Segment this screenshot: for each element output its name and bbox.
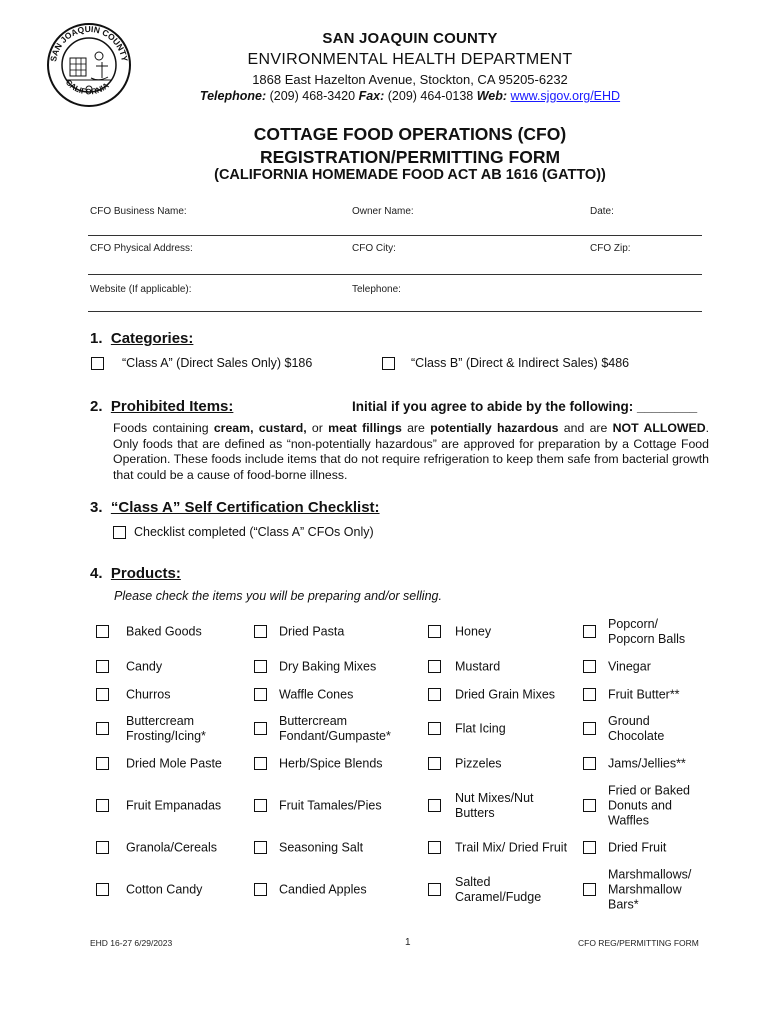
product-checkbox[interactable] [96, 722, 109, 735]
svg-text:CALIFORNIA: CALIFORNIA [63, 77, 111, 97]
product-checkbox[interactable] [96, 757, 109, 770]
product-checkbox[interactable] [254, 660, 267, 673]
section-number: 2. [90, 398, 103, 415]
product-checkbox[interactable] [583, 841, 596, 854]
product-checkbox[interactable] [428, 688, 441, 701]
text-run: . Only foods that are defined as “non-potentially hazardous” are approved for preparation by a Cottage Food Operation. These foods include items that do not require refrigeration to keep them safe from bacterial growth that could be a cause of food-borne illness. [113, 421, 710, 482]
text-bold: NOT ALLOWED [612, 421, 706, 435]
text-run: and are [558, 421, 613, 435]
text-bold: meat fillings [328, 421, 402, 435]
product-checkbox[interactable] [428, 841, 441, 854]
contact-line [190, 89, 630, 103]
section-title: “Class A” Self Certification Checklist: [110, 499, 380, 516]
business-name-label: CFO Business Name: [90, 206, 187, 217]
city-label: CFO City: [352, 243, 396, 254]
product-checkbox[interactable] [583, 799, 596, 812]
zip-label: CFO Zip: [590, 243, 631, 254]
product-label: Waffle Cones [279, 687, 354, 702]
product-label: Dried Pasta [279, 624, 345, 639]
business-name-field[interactable] [88, 235, 702, 236]
prohibited-items-paragraph [113, 421, 709, 483]
product-label: Dried Mole Paste [126, 756, 222, 771]
page-number: 1 [405, 937, 411, 948]
section-title: Categories: [110, 330, 194, 347]
product-label: Herb/Spice Blends [279, 756, 383, 771]
product-checkbox[interactable] [96, 883, 109, 896]
section-title: Products: [110, 565, 181, 582]
product-label: Pizzeles [455, 756, 502, 771]
product-label: Churros [126, 687, 171, 702]
product-label: Buttercream Fondant/Gumpaste* [279, 714, 391, 743]
product-label: Nut Mixes/Nut Butters [455, 791, 534, 820]
product-checkbox[interactable] [583, 722, 596, 735]
product-label: Granola/Cereals [126, 840, 218, 855]
product-label: Mustard [455, 659, 501, 674]
product-checkbox[interactable] [96, 625, 109, 638]
county-seal-logo [46, 22, 132, 108]
web-label: Web: [476, 89, 508, 103]
product-label: Fruit Butter** [608, 687, 680, 702]
class-a-checkbox[interactable] [91, 357, 104, 370]
telephone-label: Telephone: [199, 89, 267, 103]
web-link[interactable]: www.sjgov.org/EHD [510, 89, 621, 103]
product-checkbox[interactable] [428, 660, 441, 673]
checklist-checkbox[interactable] [113, 526, 126, 539]
product-label: Fruit Tamales/Pies [279, 798, 382, 813]
product-checkbox[interactable] [254, 722, 267, 735]
product-label: Fruit Empanadas [126, 798, 222, 813]
product-checkbox[interactable] [254, 688, 267, 701]
product-label: Buttercream Frosting/Icing* [126, 714, 206, 743]
text-run: Foods containing [113, 421, 214, 435]
section-categories-heading [90, 330, 193, 347]
product-label: Jams/Jellies** [608, 756, 686, 771]
date-label: Date: [590, 206, 614, 217]
product-checkbox[interactable] [583, 625, 596, 638]
checklist-label: Checklist completed (“Class A” CFOs Only) [134, 525, 374, 539]
fax-number: (209) 464-0138 [387, 89, 474, 103]
product-label: Salted Caramel/Fudge [455, 875, 542, 904]
department-name: ENVIRONMENTAL HEALTH DEPARTMENT [247, 51, 573, 68]
form-name: CFO REG/PERMITTING FORM [578, 938, 699, 948]
section-number: 1. [90, 330, 103, 347]
text-bold: potentially hazardous [430, 421, 559, 435]
product-checkbox[interactable] [583, 688, 596, 701]
products-instruction: Please check the items you will be preparing and/or selling. [114, 589, 442, 603]
product-label: Popcorn/ Popcorn Balls [608, 617, 686, 646]
product-label: Ground Chocolate [608, 714, 665, 743]
section-products-heading [90, 565, 181, 582]
section-number: 3. [90, 499, 103, 516]
telephone-number: (209) 468-3420 [269, 89, 356, 103]
form-id: EHD 16-27 6/29/2023 [90, 938, 173, 948]
physical-address-label: CFO Physical Address: [90, 243, 193, 254]
product-checkbox[interactable] [254, 625, 267, 638]
address-field[interactable] [88, 274, 702, 275]
class-b-label: “Class B” (Direct & Indirect Sales) $486 [411, 356, 630, 370]
product-checkbox[interactable] [428, 625, 441, 638]
website-field[interactable] [88, 311, 702, 312]
product-label: Candied Apples [279, 882, 367, 897]
section-title: Prohibited Items: [110, 398, 234, 415]
product-checkbox[interactable] [254, 883, 267, 896]
product-checkbox[interactable] [96, 660, 109, 673]
product-label: Marshmallows/ Marshmallow Bars* [608, 867, 692, 912]
product-checkbox[interactable] [428, 722, 441, 735]
form-title: COTTAGE FOOD OPERATIONS (CFO) [253, 124, 567, 144]
product-label: Vinegar [608, 659, 651, 674]
product-label: Seasoning Salt [279, 840, 364, 855]
product-checkbox[interactable] [96, 688, 109, 701]
class-a-label: “Class A” (Direct Sales Only) $186 [122, 356, 313, 370]
product-label: Honey [455, 624, 492, 639]
section-number: 4. [90, 565, 103, 582]
product-checkbox[interactable] [254, 841, 267, 854]
owner-name-label: Owner Name: [352, 206, 414, 217]
product-label: Fried or Baked Donuts and Waffles [608, 783, 690, 828]
product-label: Candy [126, 659, 163, 674]
product-label: Dried Grain Mixes [455, 687, 556, 702]
product-label: Dried Fruit [608, 840, 667, 855]
product-checkbox[interactable] [254, 757, 267, 770]
text-run: are [401, 421, 431, 435]
department-address: 1868 East Hazelton Avenue, Stockton, CA 95205-6232 [252, 72, 568, 87]
product-checkbox[interactable] [428, 757, 441, 770]
form-act-reference: (CALIFORNIA HOMEMADE FOOD ACT AB 1616 (GATTO)) [214, 167, 606, 183]
agency-name: SAN JOAQUIN COUNTY [322, 30, 498, 47]
svg-text:SAN JOAQUIN COUNTY: SAN JOAQUIN COUNTY [48, 23, 130, 63]
product-label: Baked Goods [126, 624, 202, 639]
class-b-checkbox[interactable] [382, 357, 395, 370]
product-label: Cotton Candy [126, 882, 203, 897]
product-checkbox[interactable] [96, 799, 109, 812]
section-prohibited-heading [90, 398, 233, 415]
section-self-cert-heading [90, 499, 380, 516]
product-checkbox[interactable] [583, 883, 596, 896]
text-run: or [306, 421, 329, 435]
product-checkbox[interactable] [583, 757, 596, 770]
website-label: Website (If applicable): [90, 284, 192, 295]
product-checkbox[interactable] [96, 841, 109, 854]
product-checkbox[interactable] [428, 799, 441, 812]
product-checkbox[interactable] [428, 883, 441, 896]
product-label: Dry Baking Mixes [279, 659, 377, 674]
product-label: Flat Icing [455, 721, 506, 736]
form-subtitle: REGISTRATION/PERMITTING FORM [259, 147, 561, 167]
initial-agreement-line[interactable]: Initial if you agree to abide by the following: ________ [352, 399, 698, 414]
product-label: Trail Mix/ Dried Fruit [455, 840, 568, 855]
product-checkbox[interactable] [583, 660, 596, 673]
product-checkbox[interactable] [254, 799, 267, 812]
fax-label: Fax: [358, 89, 385, 103]
telephone-label-field: Telephone: [352, 284, 401, 295]
text-bold: cream, custard, [213, 421, 307, 435]
